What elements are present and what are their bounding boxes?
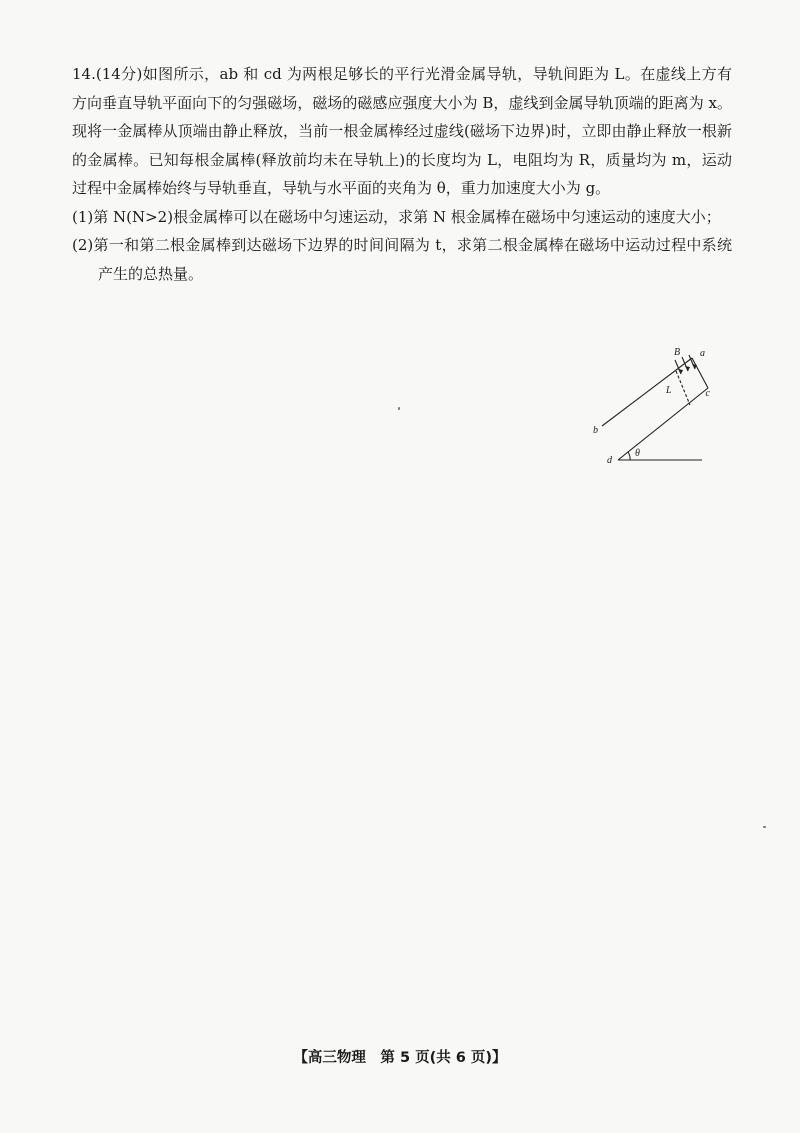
label-b: b xyxy=(593,425,598,436)
angle-arc xyxy=(628,452,630,460)
label-a: a xyxy=(700,348,705,359)
label-theta: θ xyxy=(635,448,640,459)
rail-cd xyxy=(618,388,708,460)
label-L: L xyxy=(666,385,672,396)
question-part-1: (1)第 N(N>2)根金属棒可以在磁场中匀速运动，求第 N 根金属棒在磁场中匀速运动的速度大小； xyxy=(72,207,721,226)
scan-speck xyxy=(398,407,400,410)
rail-top-end xyxy=(692,358,708,388)
question-part-2: (2)第一和第二根金属棒到达磁场下边界的时间间隔为 t，求第二根金属棒在磁场中运动过程中系统产生的总热量。 xyxy=(72,236,732,283)
label-d: d xyxy=(607,455,612,466)
question-stem: 14.(14分)如图所示，ab 和 cd 为两根足够长的平行光滑金属导轨，导轨间距为 L。在虚线上方有方向垂直导轨平面向下的匀强磁场，磁场的磁感应强度大小为 B，虚线到金属导轨顶端的距离为 x。现将一金属棒从顶端由静止释放，当前一根金属棒经过虚线(磁场下边界)时，立即由静止释放一根新的金属棒。已知每根金属棒(释放前均未在导轨上)的长度均为 L，电阻均为 R，质量均为 m，运动过程中金属棒始终与导轨垂直，导轨与水平面的夹角为 θ，重力加速度大小为 g。 xyxy=(72,65,732,197)
scan-speck xyxy=(763,826,766,828)
incline-rail-diagram xyxy=(590,345,710,470)
field-boundary-dashed xyxy=(676,371,690,405)
label-B: B xyxy=(674,347,681,358)
page-footer: 【高三物理 第 5 页(共 6 页)】 xyxy=(293,1050,507,1066)
question-block xyxy=(72,60,732,288)
label-c: c xyxy=(705,388,710,399)
